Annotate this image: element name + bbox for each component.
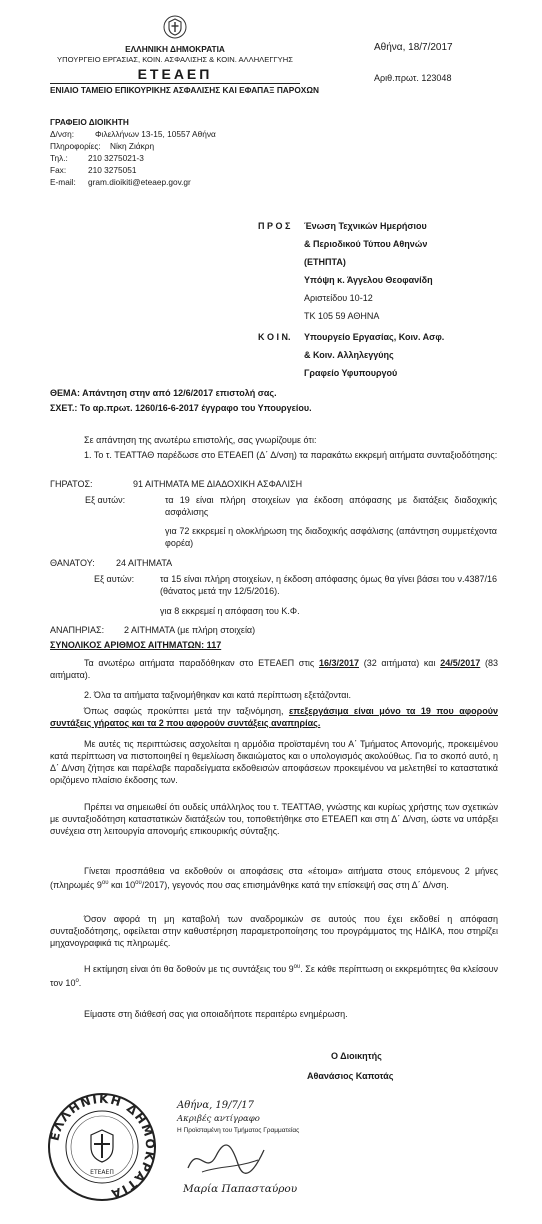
paragraph-2: 2. Όλα τα αιτήματα ταξινομήθηκαν και κατά περίπτωση εξετάζονται. <box>84 690 351 700</box>
protocol-number: Αριθ.πρωτ. 123048 <box>374 73 452 83</box>
ministry-line: ΥΠΟΥΡΓΕΙΟ ΕΡΓΑΣΙΑΣ, ΚΟΙΝ. ΑΣΦΑΛΙΣΗΣ & ΚΟΙΝ. ΑΛΛΗΛΕΓΓΥΗΣ <box>57 55 293 64</box>
thanatou-label: ΘΑΝΑΤΟΥ: <box>50 558 95 568</box>
subject-line: ΘΕΜΑ: Απάντηση στην από 12/6/2017 επιστολή σας. <box>50 388 277 398</box>
org-full-name: ΕΝΙΑΙΟ ΤΑΜΕΙΟ ΕΠΙΚΟΥΡΙΚΗΣ ΑΣΦΑΛΙΣΗΣ ΚΑΙ ΕΦΑΠΑΞ ΠΑΡΟΧΩΝ <box>50 85 319 95</box>
paragraph-5: Πρέπει να σημειωθεί ότι ουδείς υπάλληλος του τ. ΤΕΑΤΤΑΘ, γνώστης και κυρίως χρήστης των σχετικών με συνταξιοδότηση καταστατικών διατάξεών του, τοποθετήθηκε στο ΕΤΕΑΕΠ και στη Δ΄ Δ/νση, ώστε να υπάρξει συνέχεια στη λειτουργία απονομής επικουρικής σύνταξης. <box>50 802 498 836</box>
pros-line-1: Ένωση Τεχνικών Ημερήσιου <box>304 221 427 231</box>
koin-line-1: Υπουργείο Εργασίας, Κοιν. Ασφ. <box>304 332 445 342</box>
office-phone-label: Τηλ.: <box>50 153 68 163</box>
office-address-value: Φιλελλήνων 13-15, 10557 Αθήνα <box>95 129 216 139</box>
delivery-date-2: 24/5/2017 <box>440 658 481 668</box>
thanatou-item-1: τα 15 είναι πλήρη στοιχείων, η έκδοση απόφασης όμως θα γίνει βάσει του ν.4387/16 (θάνατος μετά την 12/5/2016). <box>160 574 497 596</box>
thanatou-value: 24 ΑΙΤΗΜΑΤΑ <box>116 558 173 568</box>
giratos-label: ΓΗΡΑΤΟΣ: <box>50 479 93 489</box>
signatory-name: Αθανάσιος Καποτάς <box>307 1071 394 1081</box>
pros-line-3: (ΕΤΗΠΤΑ) <box>304 257 346 267</box>
office-email-value: gram.dioikiti@eteaep.gov.gr <box>88 177 191 187</box>
paragraph-8: Η εκτίμηση είναι ότι θα δοθούν με τις συντάξεις του $9^{o\upsilon}$. Σε κάθε περίπτωση οι εκκρεμότητες θα κλείσουν τον $10^o$. <box>50 964 499 988</box>
office-fax-value: 210 3275051 <box>88 165 137 175</box>
intro-text: Σε απάντηση της ανωτέρω επιστολής, σας γνωρίζουμε ότι: <box>84 435 317 445</box>
pros-line-4: Υπόψη κ. Άγγελου Θεοφανίδη <box>304 275 433 285</box>
greek-emblem-icon <box>162 14 188 40</box>
true-copy-label: Ακριβές αντίγραφο <box>177 1114 260 1124</box>
paragraph-4: Με αυτές τις περιπτώσεις ασχολείται η αρμόδια προϊσταμένη του Α΄ Τμήματος Απονομής, προκειμένου κατά περίπτωση να πιστοποιηθεί η θεμελίωση δικαιώματος και ο υπολογισμός ακολούθως. Για το σκοπό αυτό, η Δ΄ Δ/νση ζήτησε και παρέλαβε παραδείγματα εκδοθεισών αποφάσεων προκειμένου να μελετηθεί το καταστατικά οριζόμενο πλαίσιο έκδοσης των. <box>50 739 498 785</box>
koin-line-2: & Κοιν. Αλληλεγγύης <box>304 350 394 360</box>
giratos-ex-auton: Εξ αυτών: <box>85 495 126 505</box>
giratos-item-1: τα 19 είναι πλήρη στοιχείων για έκδοση απόφασης με διατάξεις διαδοχικής ασφάλισης <box>165 495 497 517</box>
address-line-2: ΤΚ 105 59 ΑΘΗΝΑ <box>304 311 380 321</box>
org-acronym: ΕΤΕΑΕΠ <box>137 66 213 82</box>
office-phone-value: 210 3275021-3 <box>88 153 144 163</box>
official-seal <box>47 1092 157 1202</box>
paragraph-7: Όσον αφορά τη μη καταβολή των αναδρομικών σε αυτούς που έχει εκδοθεί η απόφαση συνταξιοδότησης, οφείλεται στην καθυστέρηση παραμετροποίησης του προγράμματος της ΗΔΙΚΑ, που στηρίζει μηχανογραφικά τις πληρωμές. <box>50 914 498 948</box>
thanatou-item-2: για 8 εκκρεμεί η απόφαση του Κ.Φ. <box>160 606 300 616</box>
handwritten-signature <box>184 1138 269 1180</box>
document-date: Αθήνα, 18/7/2017 <box>374 42 453 53</box>
giratos-value: 91 ΑΙΤΗΜΑΤΑ ΜΕ ΔΙΑΔΟΧΙΚΗ ΑΣΦΑΛΙΣΗ <box>133 479 303 489</box>
total-requests: ΣΥΝΟΛΙΚΟΣ ΑΡΙΘΜΟΣ ΑΙΤΗΜΑΤΩΝ: 117 <box>50 640 222 650</box>
svg-text:ΕΛΛΗΝΙΚΗ ΔΗΜΟΚΡΑΤΙΑ: ΕΛΛΗΝΙΚΗ ΔΗΜΟΚΡΑΤΙΑ <box>47 1092 157 1202</box>
anapirias-label: ΑΝΑΠΗΡΙΑΣ: <box>50 625 105 635</box>
giratos-item-2: για 72 εκκρεμεί η ολοκλήρωση της διαδοχικής ασφάλισης (απάντηση συμμετέχοντα φορέα) <box>165 526 497 548</box>
koin-line-3: Γραφείο Υφυπουργού <box>304 368 398 378</box>
paragraph-1: 1. Το τ. ΤΕΑΤΤΑΘ παρέδωσε στο ΕΤΕΑΕΠ (Δ΄ Δ/νση) τα παρακάτω εκκρεμή αιτήματα συνταξιοδότησης: <box>84 450 498 460</box>
office-email-label: E-mail: <box>50 177 76 187</box>
copy-place-date: Αθήνα, 19/7/17 <box>177 1100 254 1111</box>
signatory-role: Ο Διοικητής <box>331 1051 382 1061</box>
closing-line: Είμαστε στη διάθεσή σας για οποιαδήποτε περαιτέρω ενημέρωση. <box>84 1009 348 1019</box>
pros-label: Π Ρ Ο Σ <box>258 221 291 231</box>
pros-line-2: & Περιοδικού Τύπου Αθηνών <box>304 239 428 249</box>
reference-line: ΣΧΕΤ.: Το αρ.πρωτ. 1260/16-6-2017 έγγραφο του Υπουργείου. <box>50 403 312 413</box>
anapirias-value: 2 ΑΙΤΗΜΑΤΑ (με πλήρη στοιχεία) <box>124 625 256 635</box>
office-title: ΓΡΑΦΕΙΟ ΔΙΟΙΚΗΤΗ <box>50 117 129 127</box>
paragraph-6: Γίνεται προσπάθεια να εκδοθούν οι αποφάσεις στα «έτοιμα» αιτήματα στους επόμενους 2 μήνες (πληρωμές $9^{o\upsilon}$ και $10^{o\upsilon}/2017$), γεγονός που σας επισημάνθηκε κατά την επίσκεψή σας στη Δ΄ Δ/νση. <box>50 866 498 890</box>
thanatou-ex-auton: Εξ αυτών: <box>94 574 135 584</box>
office-address-label: Δ/νση: <box>50 129 75 139</box>
office-info-label: Πληροφορίες: <box>50 141 101 151</box>
office-info-value: Νίκη Ζιάκρη <box>110 141 155 151</box>
republic-title: ΕΛΛΗΝΙΚΗ ΔΗΜΟΚΡΑΤΙΑ <box>125 44 225 54</box>
svg-text:ΕΤΕΑΕΠ: ΕΤΕΑΕΠ <box>90 1169 114 1176</box>
copy-certifier-name: Μαρία Παπασταύρου <box>183 1183 298 1195</box>
delivery-date-1: 16/3/2017 <box>318 658 359 668</box>
paragraph-3: Όπως σαφώς προκύπτει μετά την ταξινόμηση, επεξεργάσιμα είναι μόνο τα 19 που αφορούν συντάξεις γήρατος και τα 2 που αφορούν συντάξεις αναπηρίας. <box>50 706 498 728</box>
processable-highlight: επεξεργάσιμα είναι μόνο τα 19 που αφορούν συντάξεις γήρατος και τα 2 που αφορούν συντάξεις αναπηρίας. <box>50 706 498 728</box>
header-divider <box>50 83 300 84</box>
address-line-1: Αριστείδου 10-12 <box>304 293 373 303</box>
copy-head-title: Η Προϊσταμένη του Τμήματος Γραμματείας <box>177 1127 300 1134</box>
koin-label: Κ Ο Ι Ν. <box>258 332 291 342</box>
office-fax-label: Fax: <box>50 165 67 175</box>
delivery-paragraph: Τα ανωτέρω αιτήματα παραδόθηκαν στο ΕΤΕΑΕΠ στις 16/3/2017 (32 αιτήματα) και 24/5/2017 (83 αιτήματα). <box>50 658 498 680</box>
